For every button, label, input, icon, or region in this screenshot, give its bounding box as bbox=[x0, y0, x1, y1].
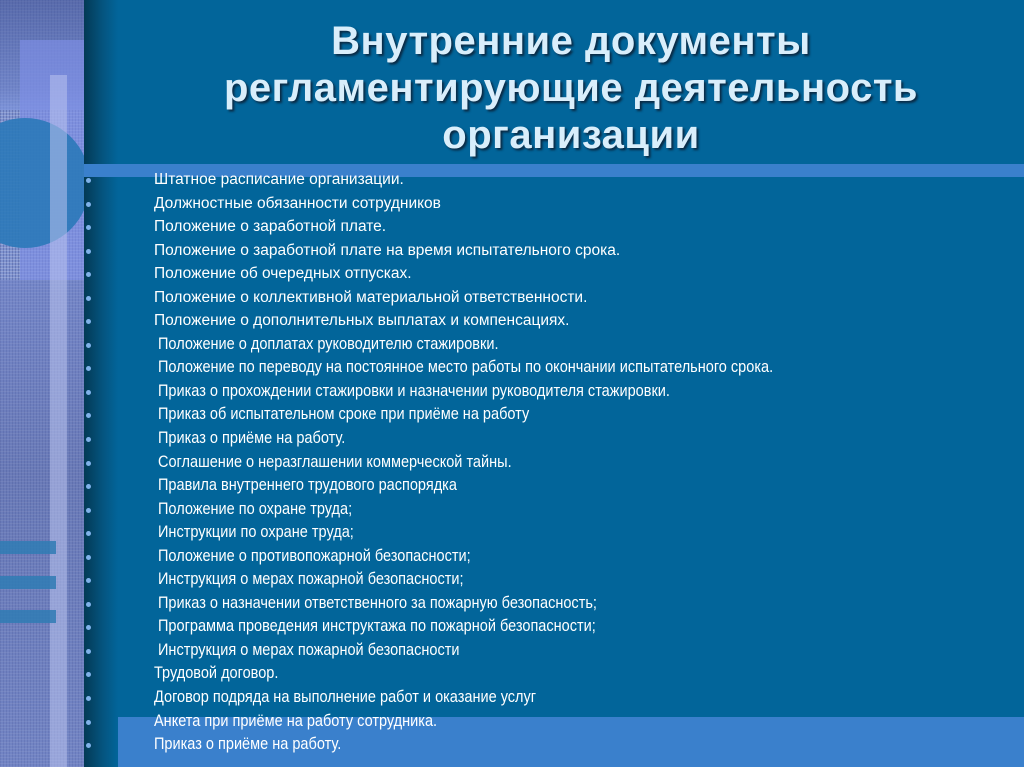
list-item-text: Положение о противопожарной безопасности; bbox=[158, 546, 471, 565]
list-item-text: Приказ о приёме на работу. bbox=[154, 735, 342, 754]
list-item-text: Должностные обязанности сотрудников bbox=[154, 194, 441, 212]
list-item-text: Положение о коллективной материальной ответственности. bbox=[154, 288, 588, 306]
list-item-text: Приказ о прохождении стажировки и назначении руководителя стажировки. bbox=[158, 381, 670, 400]
bullet-icon bbox=[86, 484, 91, 489]
list-item-text: Инструкция о мерах пожарной безопасности bbox=[158, 640, 460, 659]
title-line: Внутренние документы bbox=[331, 19, 811, 63]
list-item-text: Штатное расписание организации. bbox=[154, 171, 404, 188]
list-item bbox=[0, 427, 1024, 451]
list-item bbox=[0, 592, 1024, 616]
bullet-icon bbox=[86, 672, 91, 677]
bullet-icon bbox=[86, 508, 91, 513]
bullet-icon bbox=[86, 343, 91, 348]
list-item bbox=[0, 710, 1024, 734]
list-item bbox=[0, 192, 1024, 216]
list-item-text: Программа проведения инструктажа по пожарной безопасности; bbox=[158, 617, 596, 636]
list-item bbox=[0, 168, 1024, 192]
bullet-icon bbox=[86, 625, 91, 630]
list-item bbox=[0, 239, 1024, 263]
bullet-icon bbox=[86, 531, 91, 536]
bullet-icon bbox=[86, 578, 91, 583]
list-item-text: Анкета при приёме на работу сотрудника. bbox=[154, 711, 438, 730]
bullet-icon bbox=[86, 366, 91, 371]
list-item-text: Положение о доплатах руководителю стажировки. bbox=[158, 334, 499, 353]
list-item bbox=[0, 333, 1024, 357]
list-item-text: Соглашение о неразглашении коммерческой тайны. bbox=[158, 452, 512, 471]
list-item-text: Приказ о приёме на работу. bbox=[158, 429, 346, 448]
list-item-text: Договор подряда на выполнение работ и оказание услуг bbox=[154, 688, 537, 707]
list-item bbox=[0, 568, 1024, 592]
list-item-text: Положение по переводу на постоянное место работы по окончании испытательного срока. bbox=[158, 358, 774, 377]
title-line: регламентирующие деятельность bbox=[224, 66, 918, 110]
list-item bbox=[0, 686, 1024, 710]
bullet-icon bbox=[86, 649, 91, 654]
list-item-text: Положение по охране труда; bbox=[158, 499, 353, 518]
bullet-icon bbox=[86, 202, 91, 207]
list-item-text: Положение о заработной плате. bbox=[154, 218, 387, 236]
list-item bbox=[0, 545, 1024, 569]
list-item bbox=[0, 356, 1024, 380]
bullet-icon bbox=[86, 696, 91, 701]
bullet-icon bbox=[86, 178, 91, 183]
list-item-text: Инструкции по охране труда; bbox=[158, 523, 354, 542]
bullet-icon bbox=[86, 390, 91, 395]
list-item-text: Положение о заработной плате на время испытательного срока. bbox=[154, 241, 621, 259]
bullet-icon bbox=[86, 743, 91, 748]
bullet-icon bbox=[86, 225, 91, 230]
list-item bbox=[0, 215, 1024, 239]
documents-list bbox=[0, 168, 1024, 757]
list-item bbox=[0, 286, 1024, 310]
list-item bbox=[0, 309, 1024, 333]
list-item bbox=[0, 498, 1024, 522]
bullet-icon bbox=[86, 319, 91, 324]
title-line: организации bbox=[442, 113, 700, 157]
bullet-icon bbox=[86, 720, 91, 725]
bullet-icon bbox=[86, 461, 91, 466]
list-item bbox=[0, 403, 1024, 427]
list-item bbox=[0, 474, 1024, 498]
bullet-icon bbox=[86, 249, 91, 254]
slide-title bbox=[118, 18, 1024, 159]
bullet-icon bbox=[86, 296, 91, 301]
bullet-icon bbox=[86, 437, 91, 442]
list-item bbox=[0, 451, 1024, 475]
list-item-text: Трудовой договор. bbox=[154, 664, 279, 683]
list-item-text: Положение об очередных отпусках. bbox=[154, 265, 412, 283]
bullet-icon bbox=[86, 413, 91, 418]
list-item bbox=[0, 380, 1024, 404]
list-item-text: Приказ об испытательном сроке при приёме на работу bbox=[158, 405, 530, 424]
bullet-icon bbox=[86, 555, 91, 560]
list-item-text: Правила внутреннего трудового распорядка bbox=[158, 476, 457, 495]
list-item bbox=[0, 639, 1024, 663]
list-item-text: Приказ о назначении ответственного за пожарную безопасность; bbox=[158, 593, 597, 612]
list-item bbox=[0, 662, 1024, 686]
list-item-text: Положение о дополнительных выплатах и компенсациях. bbox=[154, 312, 570, 330]
list-item bbox=[0, 615, 1024, 639]
list-item bbox=[0, 262, 1024, 286]
list-item bbox=[0, 733, 1024, 757]
list-item bbox=[0, 521, 1024, 545]
list-item-text: Инструкция о мерах пожарной безопасности; bbox=[158, 570, 464, 589]
bullet-icon bbox=[86, 272, 91, 277]
bullet-icon bbox=[86, 602, 91, 607]
